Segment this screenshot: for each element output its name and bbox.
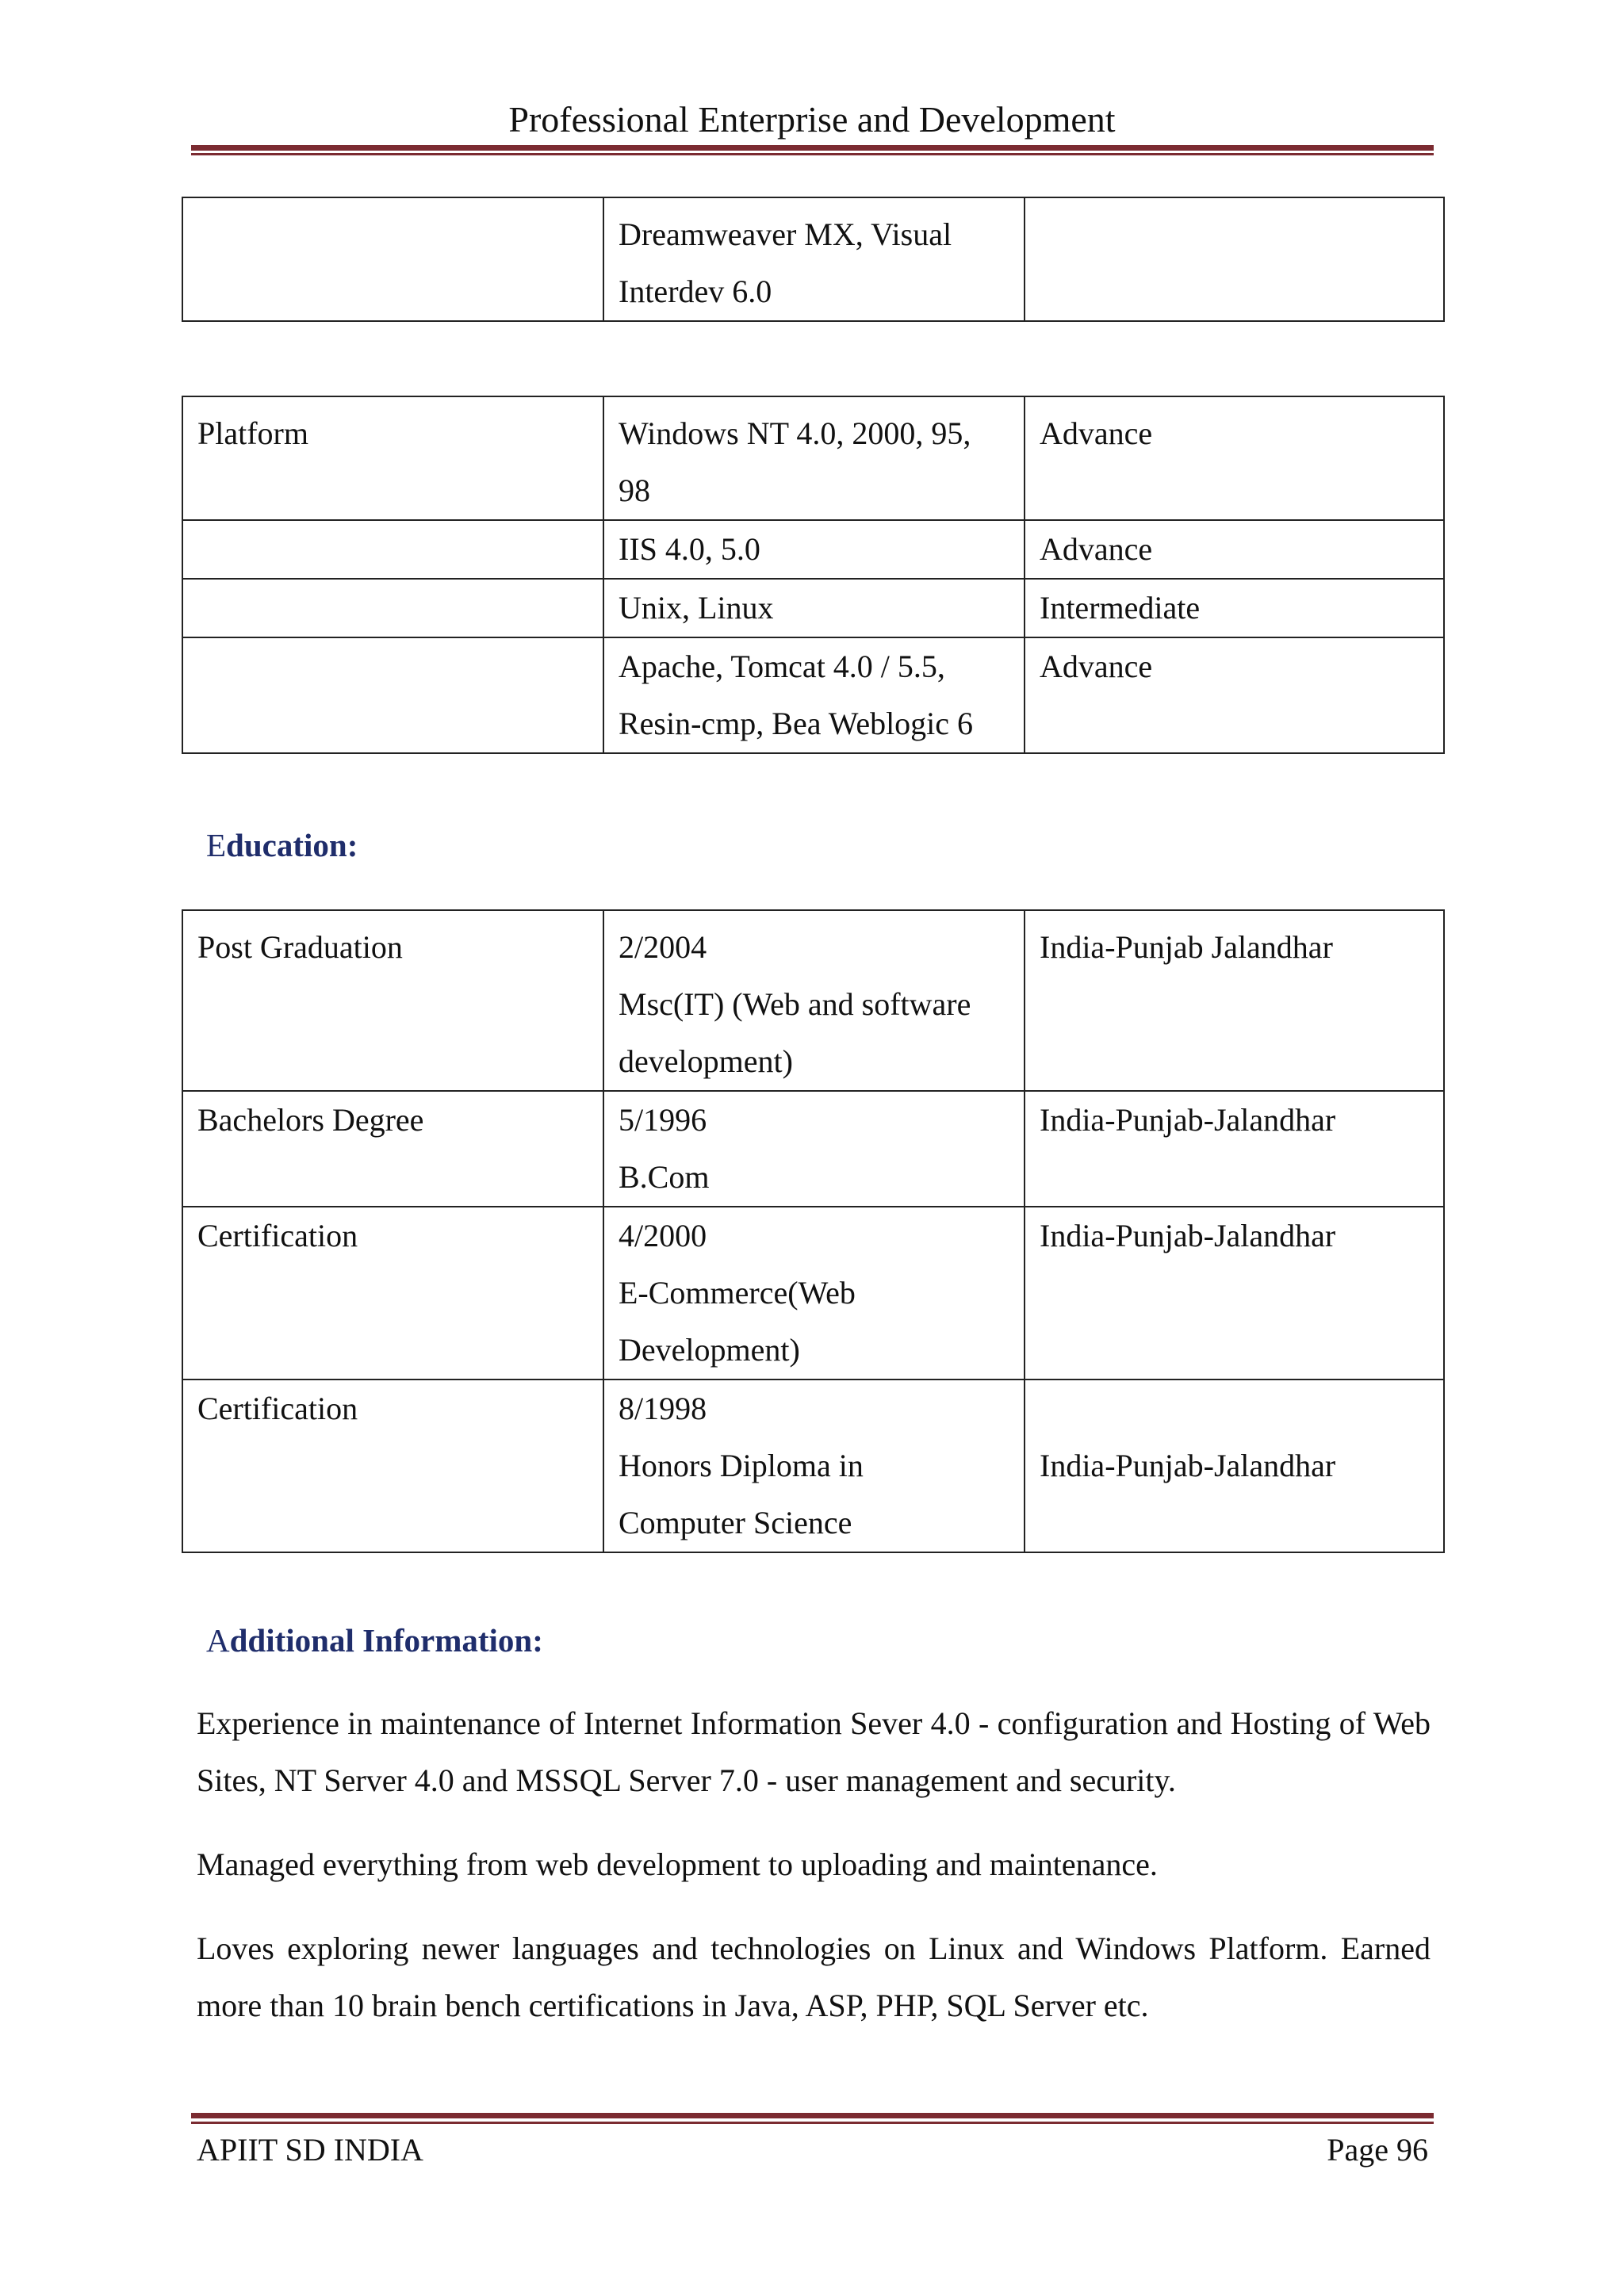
table-row — [182, 396, 1444, 520]
table-cell: Bachelors Degree — [182, 1091, 603, 1207]
page-header-title: Professional Enterprise and Development — [508, 99, 1116, 140]
heading-initial: A — [206, 1622, 230, 1659]
cell-line: B.Com — [619, 1159, 710, 1195]
table-cell — [182, 637, 603, 753]
cell-line: development) — [619, 1043, 793, 1079]
table-cell — [603, 396, 1025, 520]
cell-line: Msc(IT) (Web and software — [619, 986, 971, 1022]
cell-line: 98 — [619, 473, 650, 508]
cell-date: 4/2000 — [619, 1218, 707, 1253]
table-row — [182, 579, 1444, 637]
cell-line: Development) — [619, 1332, 800, 1368]
table-cell: Post Graduation — [182, 910, 603, 1091]
table-row — [182, 1207, 1444, 1380]
paragraph: Loves exploring newer languages and technologies on Linux and Windows Platform. Earned more than 10 brain bench certifications in Java, ASP, PHP, SQL Server etc. — [197, 1931, 1431, 2023]
cell-line: Honors Diploma in — [619, 1448, 864, 1483]
table-cell — [603, 197, 1025, 321]
table-cell: India-Punjab-Jalandhar — [1025, 1207, 1444, 1380]
cell-line: Dreamweaver MX, Visual — [619, 216, 952, 252]
table-row — [182, 520, 1444, 579]
table-row — [182, 1380, 1444, 1552]
table-cell — [182, 197, 603, 321]
table-row — [182, 197, 1444, 321]
paragraph: Managed everything from web development to uploading and maintenance. — [197, 1846, 1158, 1882]
heading-text: dditional Information: — [229, 1622, 543, 1659]
table-cell — [1025, 197, 1444, 321]
heading-text: ducation: — [226, 827, 358, 863]
cell-date: 2/2004 — [619, 929, 707, 965]
footer-rule-thin — [191, 2122, 1434, 2124]
cell-date: 5/1996 — [619, 1102, 707, 1138]
table-cell — [182, 520, 603, 579]
table-cell: Advance — [1025, 520, 1444, 579]
table-cell — [603, 1380, 1025, 1552]
table-row — [182, 910, 1444, 1091]
cell-line: Interdev 6.0 — [619, 274, 772, 309]
table-cell — [603, 910, 1025, 1091]
table-cell: Platform — [182, 396, 603, 520]
table-cell — [603, 637, 1025, 753]
education-heading — [206, 821, 358, 869]
table-cell: Advance — [1025, 396, 1444, 520]
paragraph: Experience in maintenance of Internet Information Sever 4.0 - configuration and Hosting of Web Sites, NT Server 4.0 and MSSQL Server 7.0 - user management and security. — [197, 1705, 1431, 1798]
table-cell: Certification — [182, 1207, 603, 1380]
skills-table-continued — [182, 197, 1445, 322]
table-cell: India-Punjab Jalandhar — [1025, 910, 1444, 1091]
table-cell: India-Punjab-Jalandhar — [1025, 1091, 1444, 1207]
table-cell: Advance — [1025, 637, 1444, 753]
cell-line: Computer Science — [619, 1505, 852, 1540]
platform-table — [182, 396, 1445, 754]
header-rule-thin — [191, 153, 1434, 155]
table-cell: IIS 4.0, 5.0 — [603, 520, 1025, 579]
footer-rule-thick — [191, 2113, 1434, 2118]
education-table — [182, 909, 1445, 1553]
table-cell — [603, 1091, 1025, 1207]
table-cell: Intermediate — [1025, 579, 1444, 637]
cell-line: E-Commerce(Web — [619, 1275, 856, 1311]
table-cell — [603, 1207, 1025, 1380]
cell-line: Windows NT 4.0, 2000, 95, — [619, 415, 971, 451]
table-cell: Certification — [182, 1380, 603, 1552]
header-rule-thick — [191, 145, 1434, 151]
table-cell — [182, 579, 603, 637]
footer-page-number: Page 96 — [1327, 2132, 1428, 2168]
table-cell: Unix, Linux — [603, 579, 1025, 637]
heading-initial: E — [206, 827, 227, 863]
table-row — [182, 637, 1444, 753]
cell-date: 8/1998 — [619, 1391, 707, 1426]
footer-organization: APIIT SD INDIA — [197, 2132, 423, 2168]
table-row — [182, 1091, 1444, 1207]
cell-line: Resin-cmp, Bea Weblogic 6 — [619, 706, 974, 741]
table-cell: India-Punjab-Jalandhar — [1025, 1380, 1444, 1552]
additional-info-heading — [206, 1617, 543, 1664]
cell-line: Apache, Tomcat 4.0 / 5.5, — [619, 649, 945, 684]
